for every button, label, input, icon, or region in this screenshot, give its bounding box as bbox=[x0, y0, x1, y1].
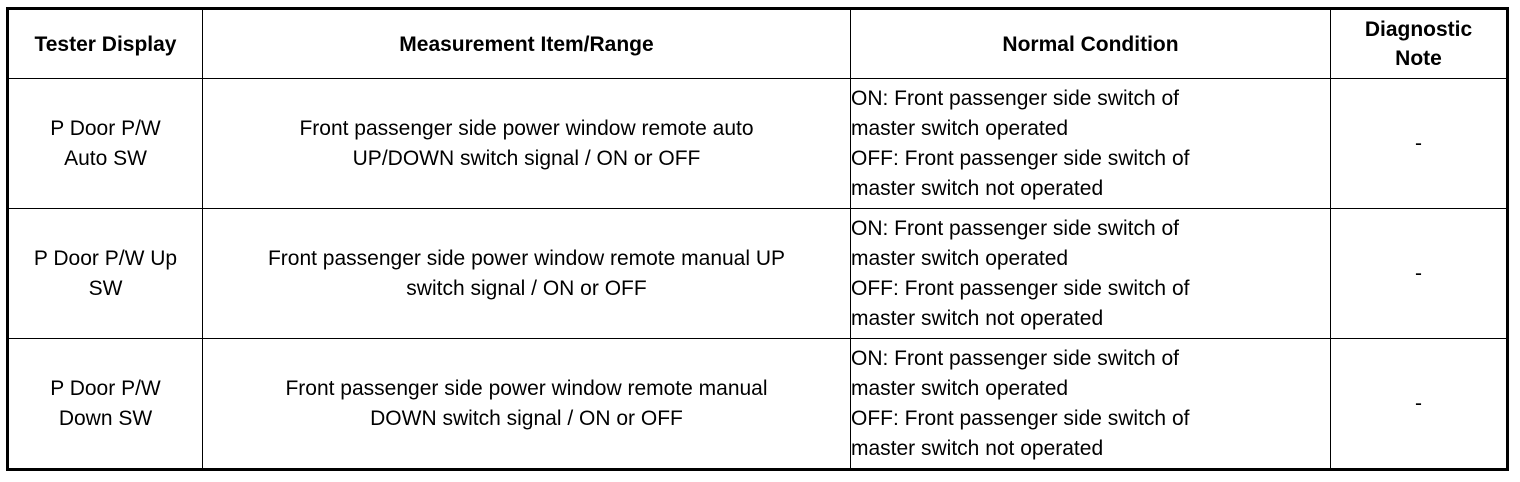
header-diagnostic-note bbox=[1331, 9, 1508, 79]
header-tester-display: Tester Display bbox=[8, 9, 203, 79]
measurement-line: Front passenger side power window remote manual UP bbox=[267, 246, 786, 270]
measurement-line: DOWN switch signal / ON or OFF bbox=[370, 406, 683, 430]
tester-display-line: P Door P/W bbox=[50, 116, 161, 140]
measurement-cell bbox=[203, 339, 851, 470]
diagnostic-note-cell: - bbox=[1331, 339, 1508, 470]
normal-condition-line: master switch operated bbox=[851, 376, 1069, 400]
tester-display-line: P Door P/W Up bbox=[33, 246, 178, 270]
normal-condition-line: OFF: Front passenger side switch of bbox=[851, 406, 1190, 430]
tester-display-line: Auto SW bbox=[64, 146, 147, 170]
normal-condition-cell bbox=[851, 79, 1331, 209]
measurement-cell bbox=[203, 79, 851, 209]
normal-condition-line: ON: Front passenger side switch of bbox=[851, 86, 1179, 110]
normal-condition-line: master switch not operated bbox=[851, 176, 1104, 200]
normal-condition-line: master switch operated bbox=[851, 246, 1069, 270]
measurement-line: switch signal / ON or OFF bbox=[406, 276, 647, 300]
diagnostic-data-table bbox=[6, 7, 1509, 471]
normal-condition-line: ON: Front passenger side switch of bbox=[851, 346, 1179, 370]
tester-display-line: Down SW bbox=[58, 406, 153, 430]
header-normal-condition: Normal Condition bbox=[851, 9, 1331, 79]
header-diagnostic-note-line-1: Diagnostic bbox=[1364, 18, 1473, 41]
measurement-line: Front passenger side power window remote manual bbox=[285, 376, 768, 400]
measurement-cell bbox=[203, 209, 851, 339]
tester-display-cell bbox=[8, 79, 203, 209]
header-diagnostic-note-line-2: Note bbox=[1395, 47, 1442, 70]
tester-display-line: P Door P/W bbox=[50, 376, 161, 400]
table-row bbox=[8, 209, 1508, 339]
table-row bbox=[8, 79, 1508, 209]
measurement-line: Front passenger side power window remote auto bbox=[299, 116, 754, 140]
normal-condition-line: OFF: Front passenger side switch of bbox=[851, 146, 1190, 170]
tester-display-line: SW bbox=[88, 276, 123, 300]
header-measurement-item-range: Measurement Item/Range bbox=[203, 9, 851, 79]
normal-condition-line: master switch not operated bbox=[851, 436, 1104, 460]
measurement-line: UP/DOWN switch signal / ON or OFF bbox=[352, 146, 701, 170]
normal-condition-cell bbox=[851, 209, 1331, 339]
normal-condition-line: ON: Front passenger side switch of bbox=[851, 216, 1179, 240]
tester-display-cell bbox=[8, 339, 203, 470]
table-row bbox=[8, 339, 1508, 470]
normal-condition-line: master switch operated bbox=[851, 116, 1069, 140]
normal-condition-line: master switch not operated bbox=[851, 306, 1104, 330]
table-header-row bbox=[8, 9, 1508, 79]
tester-display-cell bbox=[8, 209, 203, 339]
normal-condition-cell bbox=[851, 339, 1331, 470]
normal-condition-line: OFF: Front passenger side switch of bbox=[851, 276, 1190, 300]
diagnostic-note-cell: - bbox=[1331, 209, 1508, 339]
diagnostic-note-cell: - bbox=[1331, 79, 1508, 209]
